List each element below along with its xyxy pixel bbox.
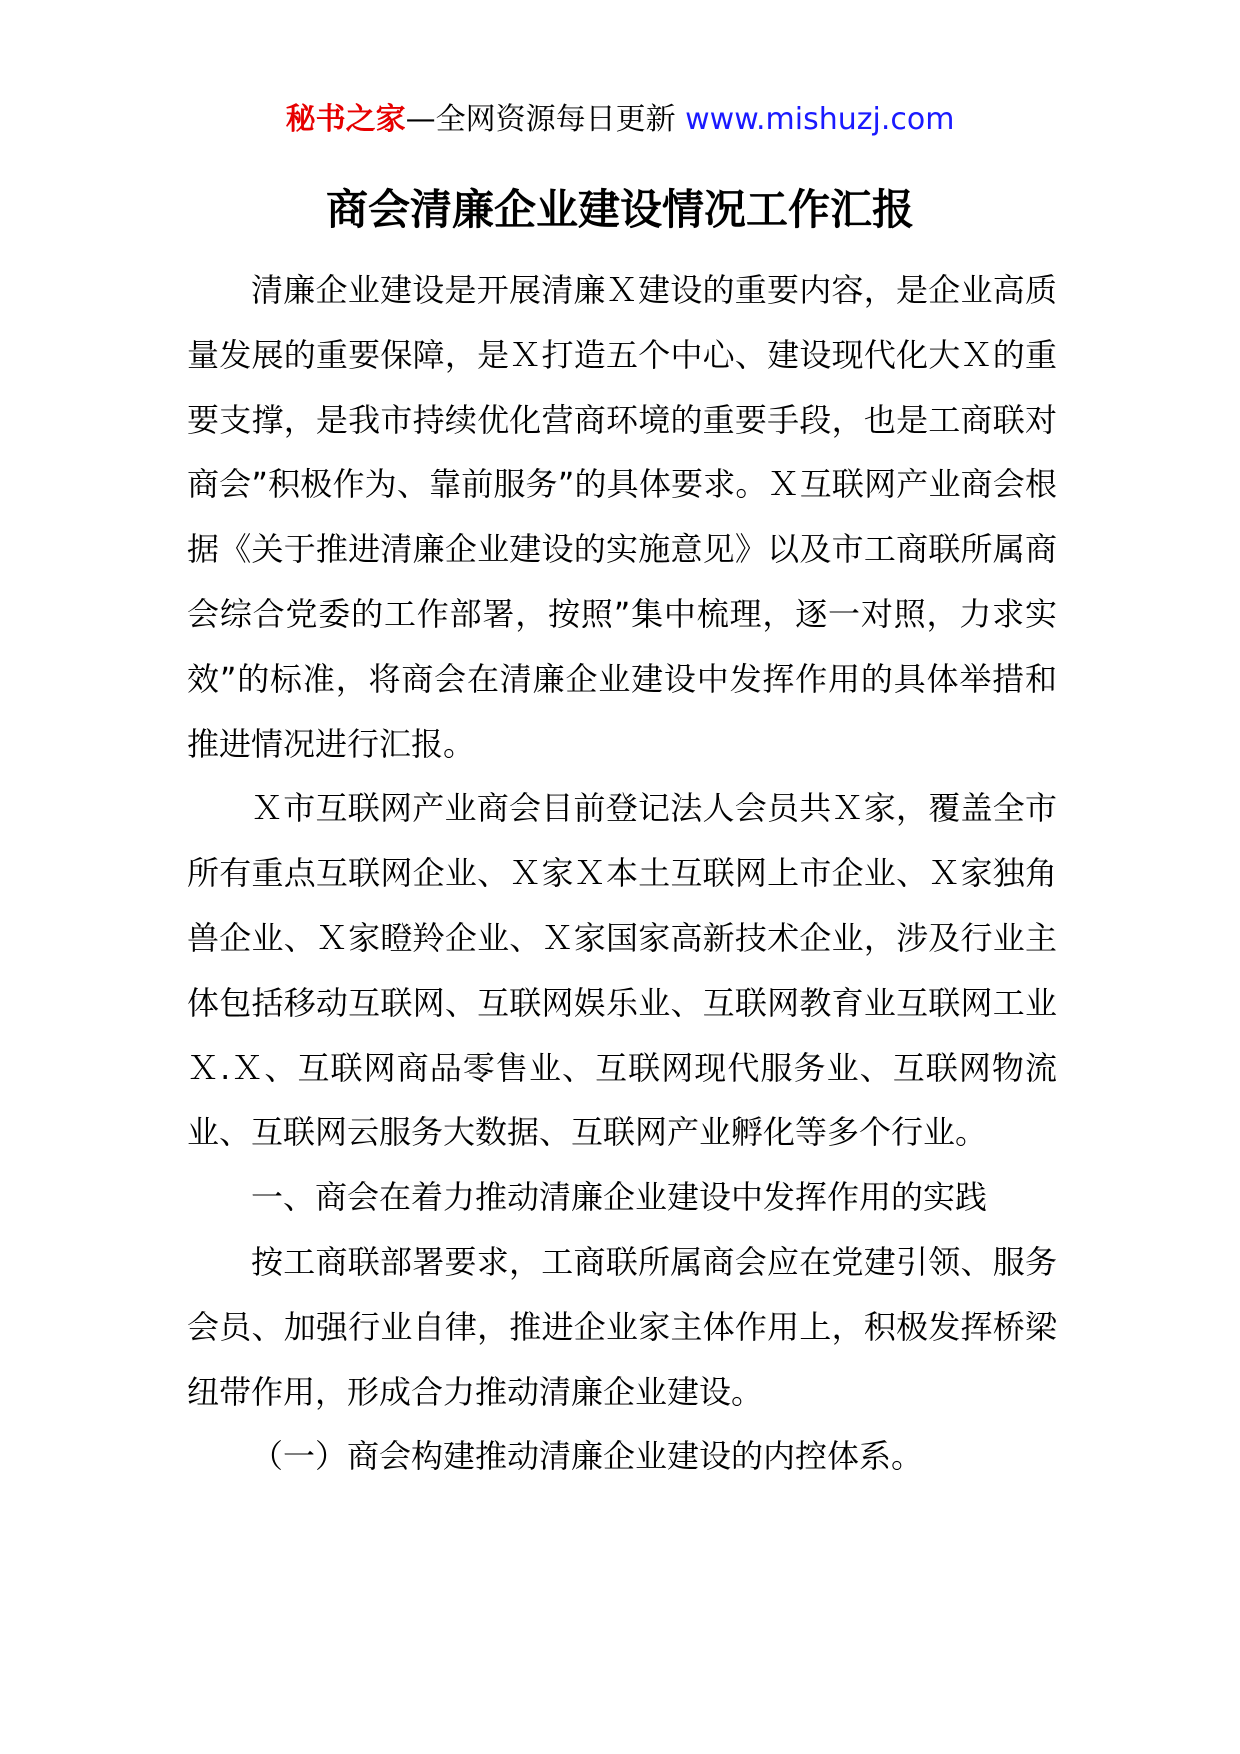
paragraph-section-1: 按工商联部署要求，工商联所属商会应在党建引领、服务会员、加强行业自律，推进企业家主体作用上，积极发挥桥梁纽带作用，形成合力推动清廉企业建设。 [187,1242,1057,1411]
site-header [0,100,1240,140]
section-heading-1: 一、商会在着力推动清廉企业建设中发挥作用的实践 [251,1178,988,1217]
subsection-heading-1: （一）商会构建推动清廉企业建设的内控体系。 [251,1437,924,1476]
document-title: 商会清廉企业建设情况工作汇报 [325,185,914,234]
site-url-link[interactable]: www.mishuzj.com [685,102,955,137]
document-body [187,258,1057,1489]
site-brand: 秘书之家 [285,102,406,137]
site-slogan: —全网资源每日更新 [405,102,686,137]
paragraph-intro: 清廉企业建设是开展清廉Ｘ建设的重要内容，是企业高质量发展的重要保障，是Ｘ打造五个中心、建设现代化大Ｘ的重要支撑，是我市持续优化营商环境的重要手段，也是工商联对商会”积极作为、靠前服务”的具体要求。Ｘ互联网产业商会根据《关于推进清廉企业建设的实施意见》以及市工商联所属商会综合党委的工作部署，按照”集中梳理，逐一对照，力求实效”的标准，将商会在清廉企业建设中发挥作用的具体举措和推进情况进行汇报。 [187,271,1057,763]
paragraph-membership: Ｘ市互联网产业商会目前登记法人会员共Ｘ家，覆盖全市所有重点互联网企业、Ｘ家Ｘ本土互联网上市企业、Ｘ家独角兽企业、Ｘ家瞪羚企业、Ｘ家国家高新技术企业，涉及行业主体包括移动互联网、互联网娱乐业、互联网教育业互联网工业Ｘ.Ｘ、互联网商品零售业、互联网现代服务业、互联网物流业、互联网云服务大数据、互联网产业孵化等多个行业。 [187,789,1057,1152]
